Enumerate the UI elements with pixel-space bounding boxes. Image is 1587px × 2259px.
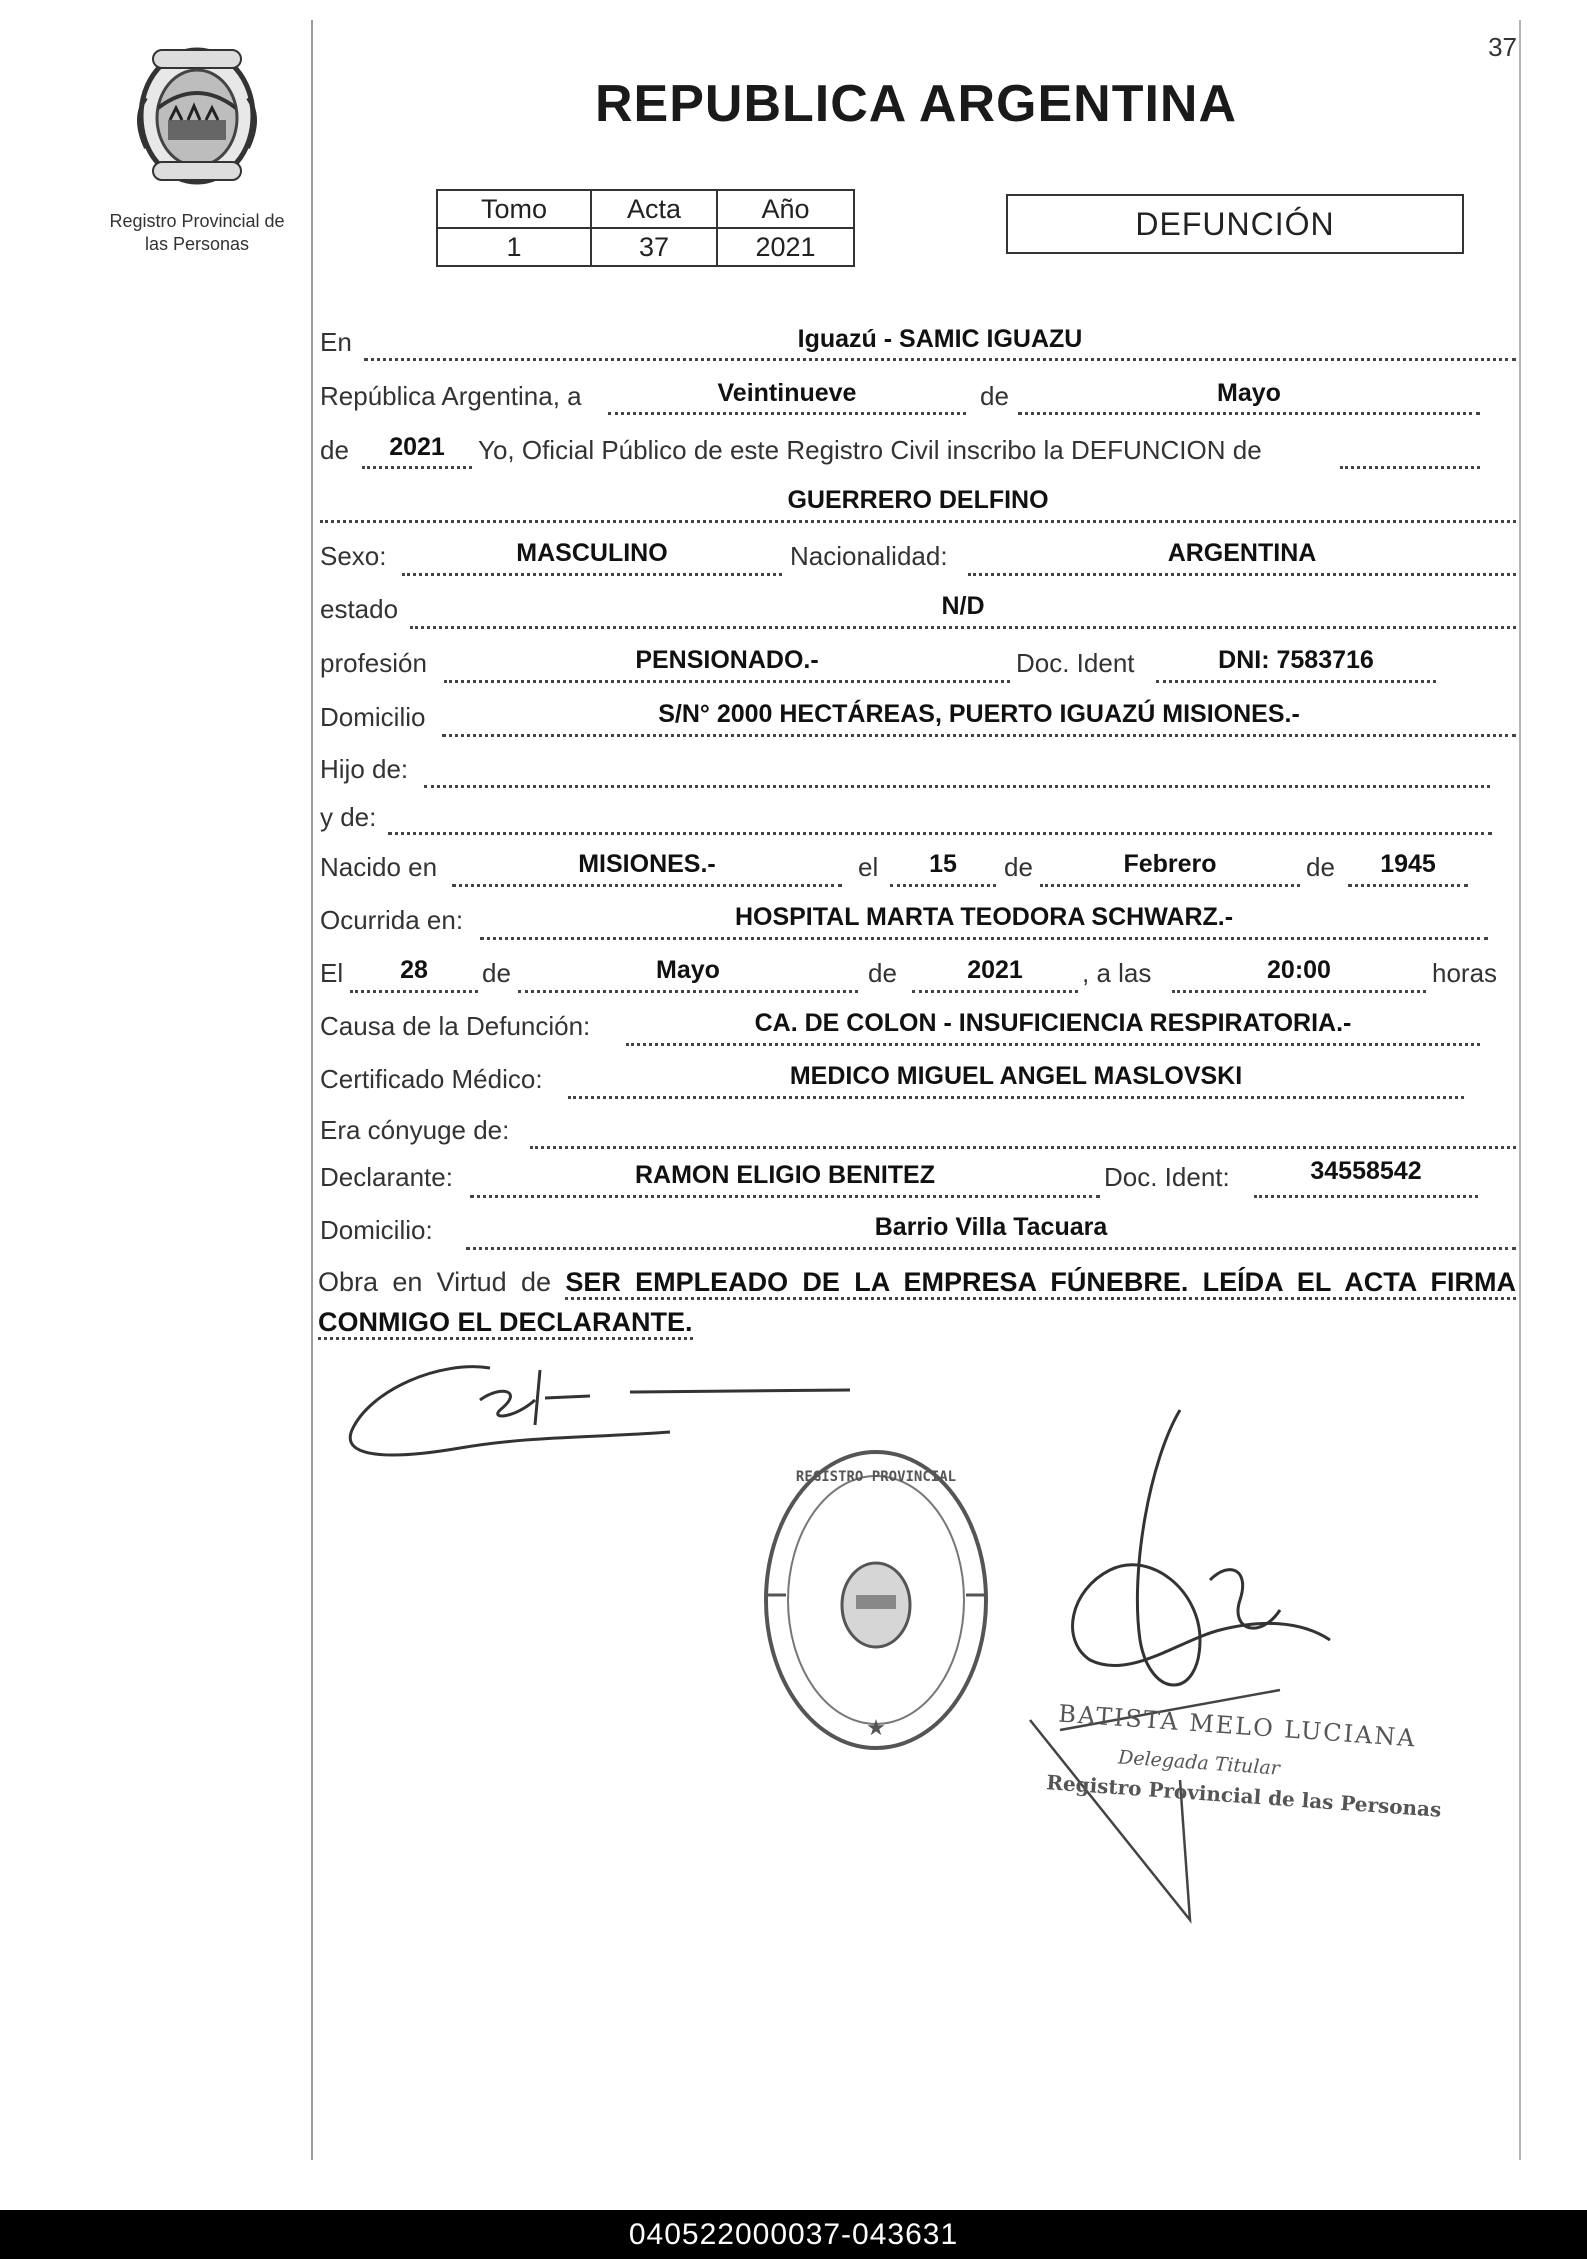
horas-label: horas bbox=[1432, 958, 1498, 988]
right-margin-line bbox=[1519, 20, 1521, 2160]
record-header-ano: Año bbox=[717, 190, 854, 228]
birth-year-de-label: de bbox=[1306, 852, 1335, 882]
domicilio-value: S/N° 2000 HECTÁREAS, PUERTO IGUAZÚ MISIONES.- bbox=[658, 700, 1300, 728]
declarante-doc-value: 34558542 bbox=[1310, 1157, 1422, 1185]
death-year-de-label: de bbox=[868, 958, 897, 988]
left-margin-line bbox=[311, 20, 313, 2160]
record-header-tomo: Tomo bbox=[437, 190, 591, 228]
death-el-label: El bbox=[320, 958, 344, 988]
death-year-dots bbox=[912, 990, 1078, 993]
nacido-en-label: Nacido en bbox=[320, 852, 438, 882]
declarante-doc-dots bbox=[1254, 1195, 1478, 1198]
certificado-medico-dots bbox=[568, 1096, 1464, 1099]
birth-month-value: Febrero bbox=[1123, 850, 1217, 878]
obra-en-virtud-paragraph bbox=[318, 1262, 1516, 1342]
official-stamp-role: Delegada Titular bbox=[1117, 1746, 1281, 1780]
page-number: 37 bbox=[1488, 32, 1517, 62]
doc-ident-label: Doc. Ident bbox=[1016, 648, 1135, 678]
inscribo-dots bbox=[1340, 466, 1480, 469]
nacido-en-value: MISIONES.- bbox=[578, 850, 716, 878]
hijo-de-dots bbox=[424, 785, 1490, 788]
record-value-tomo: 1 bbox=[437, 228, 591, 266]
republica-label: República Argentina, a bbox=[320, 381, 582, 411]
en-value: Iguazú - SAMIC IGUAZU bbox=[797, 325, 1083, 353]
official-signature bbox=[1000, 1400, 1380, 1940]
birth-day-value: 15 bbox=[929, 850, 957, 878]
nacido-en-dots bbox=[452, 884, 842, 887]
declarante-domicilio-label: Domicilio: bbox=[320, 1215, 433, 1245]
provincial-coat-of-arms-logo bbox=[128, 38, 266, 190]
hijo-de-label: Hijo de: bbox=[320, 754, 409, 784]
declarante-doc-label: Doc. Ident: bbox=[1104, 1162, 1230, 1192]
obra-label: Obra en Virtud de bbox=[318, 1267, 552, 1297]
sexo-value: MASCULINO bbox=[516, 539, 668, 567]
obra-value: SER EMPLEADO DE LA EMPRESA FÚNEBRE. LEÍDA EL ACTA FIRMA CONMIGO EL DECLARANTE. bbox=[318, 1267, 1516, 1340]
en-dots bbox=[364, 358, 1516, 361]
nacionalidad-label: Nacionalidad: bbox=[790, 541, 948, 571]
official-stamp-office: Registro Provincial de las Personas bbox=[1045, 1770, 1443, 1822]
birth-year-dots bbox=[1348, 884, 1468, 887]
birth-month-dots bbox=[1040, 884, 1300, 887]
birth-de-label: de bbox=[1004, 852, 1033, 882]
estado-value: N/D bbox=[941, 592, 985, 620]
sexo-label: Sexo: bbox=[320, 541, 387, 571]
causa-dots bbox=[626, 1043, 1480, 1046]
record-value-acta: 37 bbox=[591, 228, 717, 266]
profesion-value: PENSIONADO.- bbox=[635, 646, 819, 674]
profesion-dots bbox=[444, 680, 1010, 683]
registry-seal bbox=[760, 1445, 992, 1755]
declarante-value: RAMON ELIGIO BENITEZ bbox=[635, 1161, 935, 1189]
year-value: 2021 bbox=[389, 433, 445, 461]
doc-ident-dots bbox=[1156, 680, 1436, 683]
deceased-name-dots bbox=[320, 520, 1516, 523]
causa-value: CA. DE COLON - INSUFICIENCIA RESPIRATORIA.- bbox=[754, 1009, 1352, 1037]
day-words-dots bbox=[608, 412, 966, 415]
inscribo-text: Yo, Oficial Público de este Registro Civil inscribo la DEFUNCION de bbox=[478, 435, 1262, 465]
deceased-name-value: GUERRERO DELFINO bbox=[787, 486, 1049, 514]
conyuge-label: Era cónyuge de: bbox=[320, 1115, 510, 1145]
death-de-label: de bbox=[482, 958, 511, 988]
year-dots bbox=[362, 466, 472, 469]
registry-caption bbox=[82, 210, 312, 256]
nacionalidad-value: ARGENTINA bbox=[1167, 539, 1317, 567]
certificado-medico-label: Certificado Médico: bbox=[320, 1064, 543, 1094]
doc-ident-value: DNI: 7583716 bbox=[1218, 646, 1374, 674]
record-table-value-row bbox=[437, 228, 854, 266]
footer-document-code: 040522000037-043631 bbox=[628, 2218, 959, 2251]
ocurrida-en-dots bbox=[480, 937, 1488, 940]
document-title: REPUBLICA ARGENTINA bbox=[594, 75, 1238, 133]
record-header-acta: Acta bbox=[591, 190, 717, 228]
profesion-label: profesión bbox=[320, 648, 427, 678]
death-day-dots bbox=[350, 990, 478, 993]
death-time-value: 20:00 bbox=[1267, 956, 1331, 984]
estado-dots bbox=[410, 626, 1516, 629]
y-de-label: y de: bbox=[320, 802, 377, 832]
declarante-dots bbox=[470, 1195, 1100, 1198]
month-dots bbox=[1018, 412, 1480, 415]
record-value-ano: 2021 bbox=[717, 228, 854, 266]
ocurrida-en-value: HOSPITAL MARTA TEODORA SCHWARZ.- bbox=[734, 903, 1234, 931]
death-day-value: 28 bbox=[400, 956, 428, 984]
en-label: En bbox=[320, 327, 352, 357]
causa-label: Causa de la Defunción: bbox=[320, 1011, 591, 1041]
registry-caption-line1: Registro Provincial de bbox=[109, 211, 285, 231]
death-month-value: Mayo bbox=[656, 956, 720, 984]
record-type-box: DEFUNCIÓN bbox=[1006, 194, 1464, 254]
sexo-dots bbox=[402, 573, 782, 576]
death-month-dots bbox=[518, 990, 858, 993]
certificado-medico-value: MEDICO MIGUEL ANGEL MASLOVSKI bbox=[789, 1062, 1243, 1090]
a-las-label: , a las bbox=[1082, 958, 1152, 988]
conyuge-dots bbox=[530, 1146, 1516, 1149]
birth-day-dots bbox=[890, 884, 996, 887]
declarante-domicilio-dots bbox=[466, 1247, 1516, 1250]
declarante-label: Declarante: bbox=[320, 1162, 453, 1192]
de-label: de bbox=[980, 381, 1009, 411]
svg-text:REGISTRO PROVINCIAL: REGISTRO PROVINCIAL bbox=[795, 1469, 957, 1485]
birth-year-value: 1945 bbox=[1380, 850, 1436, 878]
domicilio-dots bbox=[442, 734, 1516, 737]
death-time-dots bbox=[1172, 990, 1426, 993]
month-value: Mayo bbox=[1217, 379, 1281, 407]
day-words-value: Veintinueve bbox=[717, 379, 857, 407]
official-stamp-name: BATISTA MELO LUCIANA bbox=[1057, 1699, 1418, 1753]
birth-el-label: el bbox=[858, 852, 879, 882]
y-de-dots bbox=[388, 832, 1492, 835]
domicilio-label: Domicilio bbox=[320, 702, 426, 732]
svg-text:★: ★ bbox=[866, 1715, 886, 1740]
record-number-table bbox=[436, 189, 855, 267]
record-table-header-row bbox=[437, 190, 854, 228]
estado-label: estado bbox=[320, 594, 399, 624]
death-year-value: 2021 bbox=[967, 956, 1023, 984]
ocurrida-en-label: Ocurrida en: bbox=[320, 905, 464, 935]
registry-caption-line2: las Personas bbox=[144, 234, 250, 254]
year-de-label: de bbox=[320, 435, 349, 465]
nacionalidad-dots bbox=[968, 573, 1516, 576]
declarante-domicilio-value: Barrio Villa Tacuara bbox=[874, 1213, 1108, 1241]
